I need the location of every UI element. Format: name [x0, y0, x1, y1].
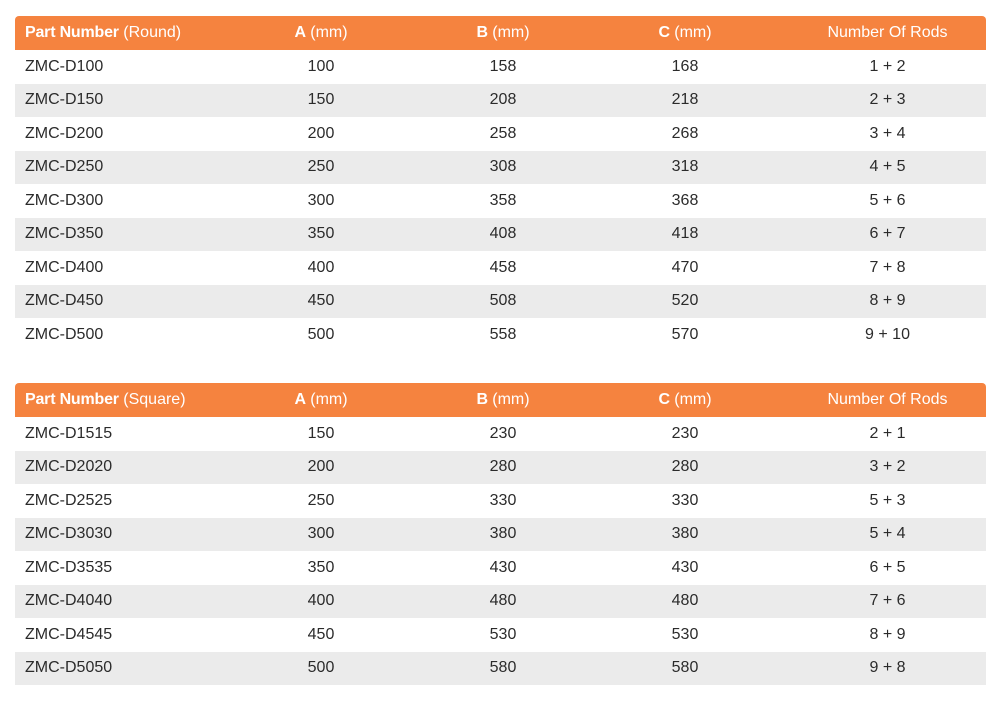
a-cell: 250 [307, 491, 335, 509]
c-cell: 230 [671, 424, 699, 442]
part-number-cell: ZMC-D2525 [25, 491, 113, 509]
part-number-cell: ZMC-D300 [25, 191, 104, 209]
b-cell: 380 [425, 518, 581, 552]
b-cell: 258 [489, 124, 517, 142]
b-cell: 158 [489, 57, 517, 75]
part-number-cell: ZMC-D400 [25, 258, 104, 276]
a-cell: 450 [307, 625, 335, 643]
c-cell: 470 [671, 258, 699, 276]
rods-cell: 5 + 3 [869, 491, 906, 509]
a-header [217, 383, 425, 417]
a-header-label: A [294, 391, 306, 408]
square-table-header [15, 383, 986, 417]
c-header-unit: (mm) [674, 391, 712, 408]
part-number-cell: ZMC-D5050 [15, 652, 217, 686]
table-row [15, 117, 986, 151]
part-number-cell: ZMC-D250 [15, 151, 217, 185]
rods-cell: 6 + 5 [869, 558, 906, 576]
table-row [15, 84, 986, 118]
rods-cell: 5 + 6 [869, 191, 906, 209]
b-cell: 230 [489, 424, 517, 442]
c-cell: 480 [581, 585, 789, 619]
a-cell: 350 [217, 218, 425, 252]
rods-cell: 3 + 4 [869, 124, 906, 142]
rods-cell: 8 + 9 [789, 285, 986, 319]
square-table-body [15, 417, 986, 685]
c-cell: 520 [581, 285, 789, 319]
table-row [15, 451, 986, 485]
a-cell: 300 [307, 191, 335, 209]
round-part-table [15, 16, 986, 352]
c-cell: 580 [581, 652, 789, 686]
part-number-cell: ZMC-D2020 [15, 451, 217, 485]
part-number-header-suffix: (Round) [123, 24, 182, 41]
table-row [15, 251, 986, 285]
a-cell: 450 [217, 285, 425, 319]
rods-cell: 7 + 6 [789, 585, 986, 619]
a-cell: 350 [307, 558, 335, 576]
rods-cell: 7 + 8 [869, 258, 906, 276]
a-cell: 400 [307, 258, 335, 276]
table-row [15, 50, 986, 84]
table-row [15, 184, 986, 218]
b-cell: 358 [489, 191, 517, 209]
part-number-cell: ZMC-D500 [25, 325, 104, 343]
part-number-cell: ZMC-D100 [25, 57, 104, 75]
b-header-label: B [476, 24, 488, 41]
rods-cell: 3 + 2 [789, 451, 986, 485]
part-number-header [15, 383, 217, 417]
rods-cell: 8 + 9 [869, 625, 906, 643]
c-cell: 570 [671, 325, 699, 343]
b-header [425, 16, 581, 50]
b-cell: 458 [489, 258, 517, 276]
rods-cell: 9 + 10 [865, 325, 910, 343]
a-header-unit: (mm) [310, 24, 348, 41]
c-cell: 168 [671, 57, 699, 75]
c-header [581, 383, 789, 417]
part-number-cell: ZMC-D1515 [25, 424, 113, 442]
c-cell: 268 [671, 124, 699, 142]
b-cell: 280 [425, 451, 581, 485]
rods-cell: 2 + 3 [789, 84, 986, 118]
a-cell: 250 [217, 151, 425, 185]
round-table-header [15, 16, 986, 50]
part-number-cell: ZMC-D450 [15, 285, 217, 319]
part-number-header-suffix: (Square) [123, 391, 186, 408]
b-cell: 308 [425, 151, 581, 185]
b-cell: 408 [425, 218, 581, 252]
a-cell: 100 [307, 57, 335, 75]
rods-header: Number Of Rods [789, 383, 986, 417]
part-number-cell: ZMC-D3535 [25, 558, 113, 576]
b-cell: 208 [425, 84, 581, 118]
b-cell: 508 [425, 285, 581, 319]
b-cell: 530 [489, 625, 517, 643]
a-header [217, 16, 425, 50]
a-cell: 300 [217, 518, 425, 552]
part-number-cell: ZMC-D200 [25, 124, 104, 142]
b-cell: 558 [489, 325, 517, 343]
a-cell: 200 [217, 451, 425, 485]
a-cell: 200 [307, 124, 335, 142]
header-row [15, 16, 986, 50]
rods-cell: 9 + 8 [789, 652, 986, 686]
c-cell: 380 [581, 518, 789, 552]
c-header-unit: (mm) [674, 24, 712, 41]
c-header-label: C [658, 24, 670, 41]
header-row [15, 383, 986, 417]
c-cell: 318 [581, 151, 789, 185]
b-cell: 330 [489, 491, 517, 509]
square-part-table [15, 383, 986, 685]
c-header [581, 16, 789, 50]
rods-cell: 6 + 7 [789, 218, 986, 252]
table-row [15, 585, 986, 619]
rods-cell: 1 + 2 [869, 57, 906, 75]
c-cell: 430 [671, 558, 699, 576]
c-cell: 280 [581, 451, 789, 485]
part-number-cell: ZMC-D150 [15, 84, 217, 118]
b-header-unit: (mm) [492, 391, 530, 408]
rods-header: Number Of Rods [789, 16, 986, 50]
rods-cell: 4 + 5 [789, 151, 986, 185]
b-header-unit: (mm) [492, 24, 530, 41]
b-cell: 480 [425, 585, 581, 619]
a-cell: 500 [307, 325, 335, 343]
part-number-header-label: Part Number [25, 24, 119, 41]
part-number-cell: ZMC-D4545 [25, 625, 113, 643]
table-row [15, 484, 986, 518]
round-table-body [15, 50, 986, 352]
part-number-cell: ZMC-D350 [15, 218, 217, 252]
rods-cell: 5 + 4 [789, 518, 986, 552]
c-cell: 330 [671, 491, 699, 509]
c-cell: 418 [581, 218, 789, 252]
table-row [15, 151, 986, 185]
part-number-header-label: Part Number [25, 391, 119, 408]
table-row [15, 551, 986, 585]
part-number-cell: ZMC-D3030 [15, 518, 217, 552]
c-cell: 368 [671, 191, 699, 209]
a-header-unit: (mm) [310, 391, 348, 408]
table-row [15, 652, 986, 686]
b-header-label: B [476, 391, 488, 408]
a-cell: 400 [217, 585, 425, 619]
rods-cell: 2 + 1 [869, 424, 906, 442]
b-cell: 580 [425, 652, 581, 686]
part-number-header [15, 16, 217, 50]
c-header-label: C [658, 391, 670, 408]
table-row [15, 318, 986, 352]
table-row [15, 618, 986, 652]
a-cell: 500 [217, 652, 425, 686]
a-header-label: A [294, 24, 306, 41]
a-cell: 150 [307, 424, 335, 442]
a-cell: 150 [217, 84, 425, 118]
table-row [15, 417, 986, 451]
c-cell: 218 [581, 84, 789, 118]
b-cell: 430 [489, 558, 517, 576]
part-number-cell: ZMC-D4040 [15, 585, 217, 619]
c-cell: 530 [671, 625, 699, 643]
table-row [15, 218, 986, 252]
table-row [15, 285, 986, 319]
b-header [425, 383, 581, 417]
table-row [15, 518, 986, 552]
